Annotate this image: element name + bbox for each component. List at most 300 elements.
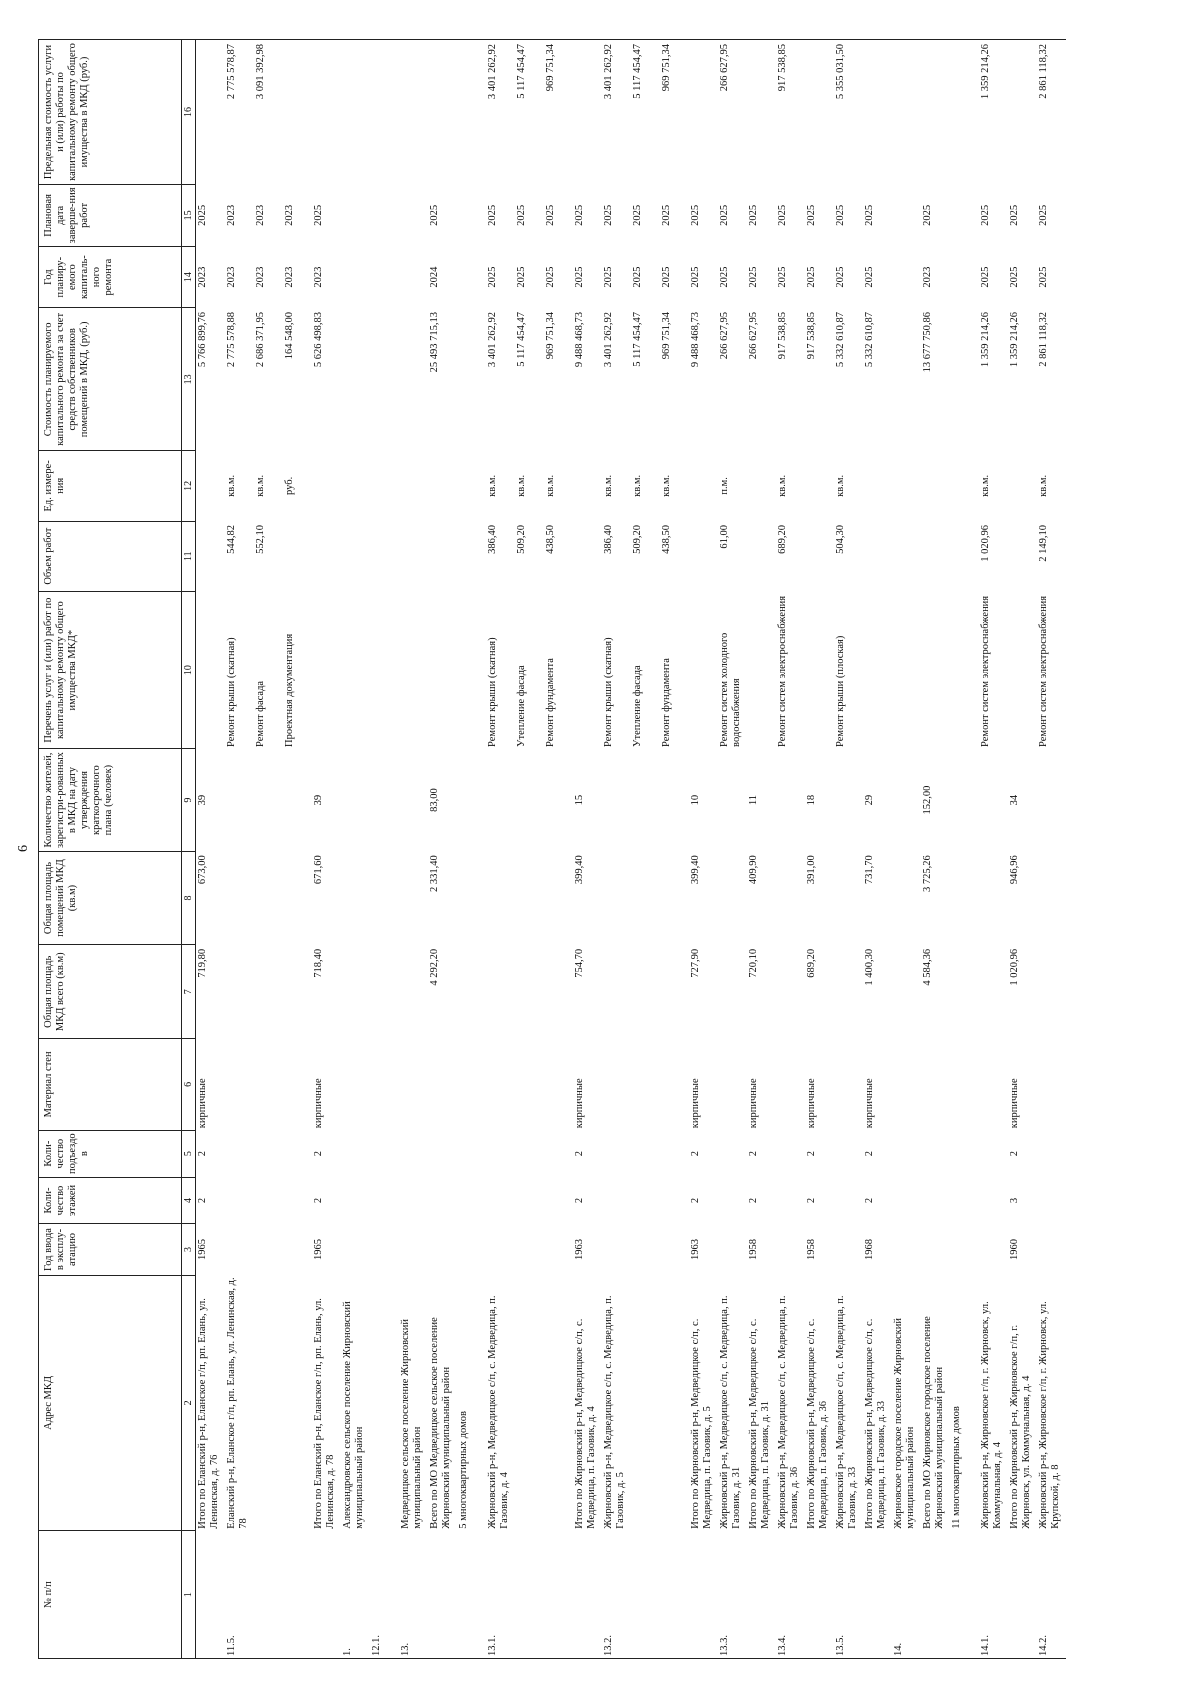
table-cell <box>254 945 283 1039</box>
table-cell <box>254 851 283 945</box>
table-cell <box>341 1177 370 1224</box>
table-cell: 2025 <box>487 266 498 288</box>
table-cell <box>950 1531 979 1659</box>
table-cell: кв.м. <box>835 474 846 497</box>
table-cell: кирпичные <box>864 1078 875 1129</box>
table-cell: 2025 <box>603 266 614 288</box>
table-row <box>341 40 370 1659</box>
table-cell <box>196 1531 226 1659</box>
table-cell <box>428 1177 457 1224</box>
table-cell: 13.2. <box>602 1531 631 1659</box>
table-cell: 266 627,95 <box>719 312 730 360</box>
table-cell: 3 401 262,92 <box>602 40 631 185</box>
table-cell: кирпичные <box>197 1078 208 1129</box>
table-cell <box>631 1130 660 1177</box>
table-cell <box>399 1130 428 1177</box>
table-cell: 2025 <box>748 266 759 288</box>
table-cell <box>573 521 602 591</box>
table-cell <box>950 308 979 451</box>
table-cell <box>370 1039 399 1131</box>
table-cell: 2 <box>806 1197 817 1204</box>
table-cell <box>370 246 399 308</box>
table-cell: 2 <box>313 1151 324 1157</box>
table-cell: 2 <box>574 1197 585 1204</box>
table-cell: 2025 <box>661 266 672 288</box>
table-cell: 969 751,34 <box>660 40 689 185</box>
table-cell: 509,20 <box>632 525 643 554</box>
table-cell: 1965 <box>197 1239 208 1260</box>
table-cell <box>254 1177 283 1224</box>
table-cell: 2025 <box>574 204 585 226</box>
table-cell: 2025 <box>806 204 817 226</box>
table-cell <box>486 945 515 1039</box>
table-row <box>196 40 226 1659</box>
table-cell: 731,70 <box>864 855 875 885</box>
table-cell: 3 401 262,92 <box>603 312 614 368</box>
table-row <box>602 40 631 1659</box>
table-cell: 2 861 118,32 <box>1038 312 1049 367</box>
table-cell <box>544 1039 573 1131</box>
table-row <box>312 40 341 1659</box>
table-cell: 12.1. <box>370 1531 399 1659</box>
table-cell: 2025 <box>719 266 730 288</box>
table-cell <box>341 451 370 521</box>
table-cell: п.м. <box>719 477 730 495</box>
table-cell <box>457 521 486 591</box>
table-cell: 1. <box>341 1531 370 1659</box>
table-cell <box>196 521 226 591</box>
table-cell <box>921 1130 950 1177</box>
table-cell <box>254 749 283 851</box>
table-cell: 2 <box>690 1197 701 1204</box>
table-cell: 718,40 <box>313 948 324 978</box>
column-header: Перечень услуг и (или) работ по капитальному ремонту общего имущества МКД* <box>39 591 182 749</box>
table-cell <box>254 1130 283 1177</box>
table-cell: Жирновский р-н, Жирновское г/п, г. Жирновск, ул. Крупской, д. 8 <box>1038 1301 1062 1529</box>
table-cell <box>196 591 226 749</box>
table-cell <box>341 945 370 1039</box>
table-cell <box>689 40 718 185</box>
table-cell <box>515 1275 544 1531</box>
table-cell <box>660 1039 689 1131</box>
table-cell <box>631 1275 660 1531</box>
table-cell <box>457 451 486 521</box>
table-cell <box>341 1130 370 1177</box>
table-cell: 13.4. <box>776 1531 805 1659</box>
table-cell <box>718 1039 747 1131</box>
table-cell: 39 <box>197 794 208 806</box>
table-cell: 3 401 262,92 <box>486 40 515 185</box>
table-cell: 438,50 <box>545 525 556 554</box>
table-cell <box>921 1224 950 1275</box>
table-cell: 2025 <box>516 266 527 288</box>
table-cell <box>370 945 399 1039</box>
table-cell: 2025 <box>835 266 846 288</box>
table-cell: кирпичные <box>313 1078 324 1129</box>
table-cell: Еланский р-н, Еланское г/п, рп. Елань, ул. Ленинская, д. 78 <box>226 1277 250 1529</box>
table-cell <box>573 40 602 185</box>
table-cell <box>254 1224 283 1275</box>
table-cell: 2023 <box>226 204 237 226</box>
table-cell <box>254 1275 283 1531</box>
table-cell: 1 400,30 <box>864 948 875 986</box>
table-cell: 689,20 <box>777 525 788 554</box>
table-cell: Жирновский р-н, Жирновское г/п, г. Жирновск, ул. Коммунальная, д. 4 <box>980 1301 1004 1529</box>
table-cell <box>1008 40 1037 185</box>
table-row <box>747 40 776 1659</box>
table-cell <box>718 1130 747 1177</box>
table-cell <box>805 40 834 185</box>
table-cell <box>921 1531 950 1659</box>
table-cell: 3 <box>1009 1197 1020 1204</box>
table-cell <box>1037 749 1066 851</box>
table-cell: Ремонт систем электроснабжения <box>1038 595 1049 747</box>
table-cell: 14. <box>892 1531 921 1659</box>
table-cell <box>602 749 631 851</box>
table-cell: 2025 <box>980 266 991 288</box>
table-cell <box>457 1224 486 1275</box>
table-cell: 1 359 214,26 <box>979 40 1008 185</box>
table-cell <box>892 246 921 308</box>
table-cell <box>515 1177 544 1224</box>
table-cell <box>979 851 1008 945</box>
table-cell <box>950 1224 979 1275</box>
table-cell <box>892 945 921 1039</box>
table-cell: 391,00 <box>806 855 817 885</box>
table-cell <box>805 521 834 591</box>
table-cell <box>660 1177 689 1224</box>
table-cell <box>1008 451 1037 521</box>
table-cell: Проектная документация <box>284 633 295 747</box>
table-cell: кв.м. <box>632 474 643 497</box>
table-cell <box>863 1531 892 1659</box>
table-cell: Итого по Жирновский р-н, Медведицкое с/п, с. Медведица, п. Газовик, д. 5 <box>690 1318 714 1529</box>
table-cell: руб. <box>284 476 295 495</box>
table-cell <box>428 591 457 749</box>
table-cell: 2025 <box>690 266 701 288</box>
table-cell <box>602 1130 631 1177</box>
column-header: Общая площадь МКД всего (кв.м) <box>39 945 182 1039</box>
table-cell <box>341 521 370 591</box>
table-cell <box>341 184 370 246</box>
table-cell <box>225 1039 254 1131</box>
table-cell <box>776 1130 805 1177</box>
table-cell: 969 751,34 <box>544 40 573 185</box>
column-header: Плановая дата заверше-ния работ <box>39 184 182 246</box>
table-cell <box>979 1177 1008 1224</box>
table-cell <box>544 851 573 945</box>
table-cell: 5 626 498,83 <box>313 312 324 368</box>
table-cell: 409,90 <box>748 855 759 885</box>
table-cell: 5 многоквартирных домов <box>458 1411 469 1529</box>
table-cell <box>312 521 341 591</box>
table-cell: Ремонт фасада <box>255 680 266 747</box>
column-number: 12 <box>182 451 196 521</box>
table-cell <box>341 1224 370 1275</box>
table-cell: 673,00 <box>197 855 208 885</box>
table-cell: 34 <box>1009 794 1020 806</box>
table-cell <box>921 591 950 749</box>
table-row <box>1037 40 1066 1659</box>
table-cell: 3 091 392,98 <box>254 40 283 185</box>
table-cell: кирпичные <box>806 1078 817 1129</box>
table-cell: Итого по Еланский р-н, Еланское г/п, рп. Елань, ул. Ленинская, д. 78 <box>313 1298 337 1529</box>
table-cell: 9 488 468,73 <box>690 312 701 368</box>
table-cell: 509,20 <box>516 525 527 554</box>
table-cell <box>370 1177 399 1224</box>
table-cell: 14.2. <box>1037 1531 1066 1659</box>
table-cell <box>660 1224 689 1275</box>
table-cell <box>631 945 660 1039</box>
table-body <box>196 40 1067 1659</box>
table-row <box>283 40 312 1659</box>
table-cell: 2025 <box>1038 204 1049 226</box>
column-number: 16 <box>182 40 196 185</box>
table-cell <box>631 851 660 945</box>
column-header: Предельная стоимость услуги и (или) работы по капитальному ремонту общего имущества в МКД (руб.) <box>39 40 182 185</box>
table-row <box>225 40 254 1659</box>
table-cell <box>283 1039 312 1131</box>
table-cell <box>457 184 486 246</box>
table-cell <box>370 749 399 851</box>
table-cell: Ремонт крыши (скатная) <box>603 637 614 747</box>
table-cell: 2025 <box>719 204 730 226</box>
table-cell: 2025 <box>1038 266 1049 288</box>
table-cell <box>689 521 718 591</box>
table-cell <box>950 1130 979 1177</box>
table-cell: кирпичные <box>574 1078 585 1129</box>
table-cell: Ремонт фундамента <box>545 658 556 747</box>
table-cell <box>776 1224 805 1275</box>
column-header: Коли-чество подъездо в <box>39 1130 182 1177</box>
table-cell: Ремонт крыши (скатная) <box>487 637 498 747</box>
table-cell <box>660 1275 689 1531</box>
table-cell <box>428 1224 457 1275</box>
table-cell: 727,90 <box>690 948 701 978</box>
table-cell <box>399 749 428 851</box>
table-cell: кв.м. <box>255 474 266 497</box>
table-cell <box>892 1130 921 1177</box>
table-cell: кв.м. <box>980 474 991 497</box>
table-cell <box>834 1039 863 1131</box>
table-cell: 2023 <box>226 266 237 288</box>
table-cell: 2025 <box>197 204 208 226</box>
table-row <box>979 40 1008 1659</box>
column-number: 15 <box>182 184 196 246</box>
table-cell: 13 677 750,86 <box>922 312 933 373</box>
table-cell: 2 <box>197 1197 208 1204</box>
table-cell <box>776 945 805 1039</box>
table-cell: 1 020,96 <box>1009 948 1020 986</box>
table-cell <box>892 1039 921 1131</box>
table-row <box>486 40 515 1659</box>
table-cell <box>399 945 428 1039</box>
column-header: Общая площадь помещений МКД (кв.м) <box>39 851 182 945</box>
table-cell: Жирновский р-н, Медведицкое с/п, с. Медведица, п. Газовик, д. 4 <box>487 1295 511 1529</box>
table-cell <box>979 945 1008 1039</box>
table-cell <box>457 1531 486 1659</box>
table-row <box>892 40 921 1659</box>
table-cell <box>341 308 370 451</box>
column-header: Ед. измере-ния <box>39 451 182 521</box>
table-cell <box>399 1039 428 1131</box>
table-cell: 1 359 214,26 <box>1009 312 1020 368</box>
table-cell <box>950 851 979 945</box>
table-cell <box>863 591 892 749</box>
table-cell <box>950 521 979 591</box>
table-cell <box>544 1531 573 1659</box>
table-cell: 2023 <box>313 266 324 288</box>
column-number: 1 <box>182 1531 196 1659</box>
table-cell: 2025 <box>545 266 556 288</box>
table-cell <box>1037 1039 1066 1131</box>
table-cell <box>486 1224 515 1275</box>
table-cell <box>689 451 718 521</box>
table-cell <box>950 451 979 521</box>
table-cell <box>631 1531 660 1659</box>
table-cell <box>457 1039 486 1131</box>
table-cell: 2 <box>1009 1151 1020 1157</box>
table-cell <box>370 591 399 749</box>
table-cell: 39 <box>313 794 324 806</box>
table-cell <box>747 591 776 749</box>
table-cell <box>892 1177 921 1224</box>
table-cell: кв.м. <box>777 474 788 497</box>
column-header: Объем работ <box>39 521 182 591</box>
table-cell <box>921 451 950 521</box>
column-number: 7 <box>182 945 196 1039</box>
table-cell: 917 538,85 <box>806 312 817 360</box>
table-cell <box>950 184 979 246</box>
table-cell <box>312 451 341 521</box>
table-cell <box>950 1039 979 1131</box>
table-cell <box>312 591 341 749</box>
table-cell: 13.5. <box>834 1531 863 1659</box>
table-cell <box>399 308 428 451</box>
table-cell: кв.м. <box>603 474 614 497</box>
table-cell: Ремонт систем электроснабжения <box>980 595 991 747</box>
table-cell <box>1008 521 1037 591</box>
table-cell <box>341 246 370 308</box>
table-cell: 18 <box>806 794 817 806</box>
column-number: 2 <box>182 1275 196 1531</box>
table-cell: 2 <box>748 1151 759 1157</box>
table-cell <box>776 1039 805 1131</box>
table-cell <box>602 1039 631 1131</box>
table-cell <box>1008 1531 1037 1659</box>
column-header: Год планиру-емого капиталь-ного ремонта <box>39 246 182 308</box>
table-cell <box>602 1177 631 1224</box>
table-cell: 2025 <box>864 204 875 226</box>
column-number: 4 <box>182 1177 196 1224</box>
table-cell: 11.5. <box>225 1531 254 1659</box>
table-cell: 2 861 118,32 <box>1037 40 1066 185</box>
column-number: 9 <box>182 749 196 851</box>
table-row <box>544 40 573 1659</box>
table-cell: 5 117 454,47 <box>516 312 527 367</box>
table-row <box>1008 40 1037 1659</box>
table-cell <box>1037 1130 1066 1177</box>
table-cell <box>312 1531 341 1659</box>
table-cell <box>428 451 457 521</box>
table-cell: 2023 <box>284 266 295 288</box>
table-cell: 2023 <box>922 266 933 288</box>
column-header: Год ввода в эксплу-атацию <box>39 1224 182 1275</box>
table-row <box>921 40 950 1659</box>
table-cell: 5 117 454,47 <box>631 40 660 185</box>
table-cell: 2 <box>197 1151 208 1157</box>
column-number: 13 <box>182 308 196 451</box>
table-cell <box>805 1531 834 1659</box>
table-cell <box>1037 1177 1066 1224</box>
table-cell: 720,10 <box>748 948 759 978</box>
table-cell: 2025 <box>574 266 585 288</box>
table-cell: Ремонт систем электроснабжения <box>777 595 788 747</box>
table-cell <box>979 1130 1008 1177</box>
column-number: 14 <box>182 246 196 308</box>
table-cell <box>399 1177 428 1224</box>
table-cell: 2025 <box>429 204 440 226</box>
table-cell: 386,40 <box>487 525 498 554</box>
table-cell <box>718 1224 747 1275</box>
table-cell: 2025 <box>922 204 933 226</box>
table-cell <box>283 1531 312 1659</box>
table-cell <box>457 1177 486 1224</box>
column-header: Материал стен <box>39 1039 182 1131</box>
table-cell: 11 многоквартирных домов <box>951 1406 962 1529</box>
table-cell: 1958 <box>806 1239 817 1260</box>
table-cell: 5 332 610,87 <box>835 312 846 368</box>
table-cell <box>515 851 544 945</box>
table-cell <box>776 851 805 945</box>
table-cell <box>428 521 457 591</box>
table-cell <box>892 184 921 246</box>
table-cell: 1963 <box>574 1239 585 1260</box>
table-cell: 969 751,34 <box>661 312 672 360</box>
table-cell <box>341 749 370 851</box>
table-cell: 438,50 <box>661 525 672 554</box>
table-cell: 3 725,26 <box>922 855 933 892</box>
table-cell: кв.м. <box>661 474 672 497</box>
table-cell <box>515 1224 544 1275</box>
table-cell <box>312 40 341 185</box>
table-cell <box>718 851 747 945</box>
table-cell <box>892 521 921 591</box>
table-cell: 719,80 <box>197 948 208 978</box>
table-cell: Жирновский р-н, Медведицкое с/п, с. Медведица, п. Газовик, д. 31 <box>719 1295 743 1529</box>
table-cell: 5 332 610,87 <box>864 312 875 368</box>
table-cell <box>544 1224 573 1275</box>
table-cell <box>341 591 370 749</box>
table-cell: 1958 <box>748 1239 759 1260</box>
column-number: 5 <box>182 1130 196 1177</box>
table-cell <box>834 851 863 945</box>
table-row <box>689 40 718 1659</box>
table-cell: 5 117 454,47 <box>515 40 544 185</box>
table-cell: 29 <box>864 794 875 806</box>
table-cell: 4 584,36 <box>922 948 933 986</box>
table-cell <box>834 1224 863 1275</box>
table-cell: 917 538,85 <box>776 40 805 185</box>
table-cell <box>399 1224 428 1275</box>
table-cell: 2025 <box>980 204 991 226</box>
header-row <box>39 40 182 1659</box>
table-cell: 969 751,34 <box>545 312 556 360</box>
table-cell <box>399 40 428 185</box>
table-cell: Ремонт крыши (скатная) <box>226 637 237 747</box>
table-cell <box>341 40 370 185</box>
table-cell: 1 020,96 <box>980 525 991 562</box>
